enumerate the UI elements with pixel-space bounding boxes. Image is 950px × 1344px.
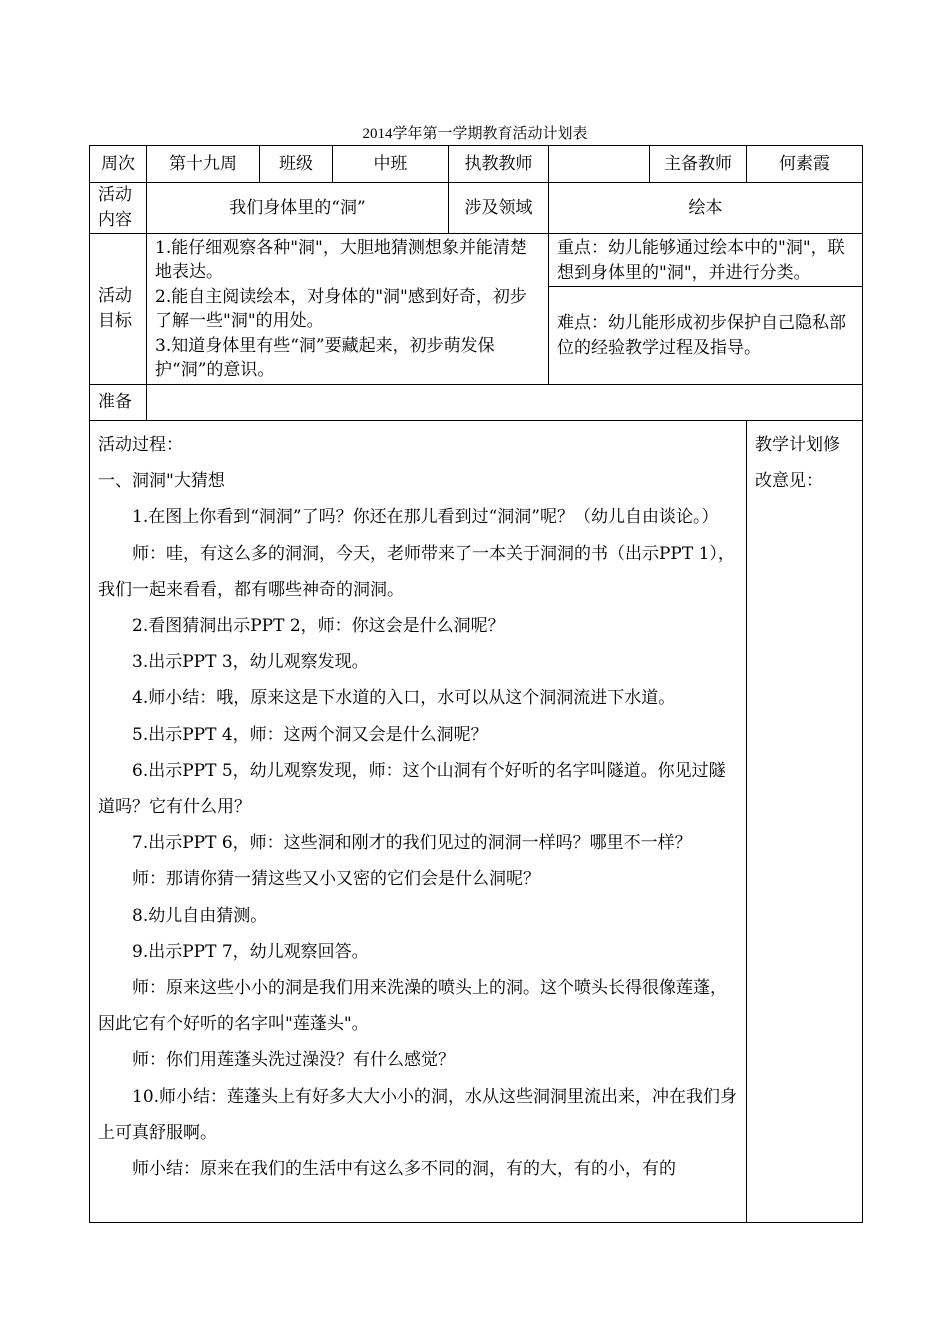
process-paragraph: 师：那请你猜一猜这些又小又密的它们会是什么洞呢？: [132, 869, 540, 890]
process-paragraph: 5.出示PPT 4，师：这两个洞又会是什么洞呢？: [132, 724, 488, 745]
week-value: 第十九周: [147, 146, 260, 183]
domain-value: 绘本: [549, 183, 863, 234]
goals-list: [147, 234, 549, 385]
process-paragraph: 师小结：原来在我们的生活中有这么多不同的洞，有的大，有的小，有的: [132, 1159, 676, 1180]
process-paragraph: 1.在图上你看到“洞洞”了吗？你还在那儿看到过“洞洞”呢？（幼儿自由谈论。）: [132, 507, 719, 528]
process-section: 一、洞洞"大猜想: [98, 471, 225, 492]
class-label: 班级: [260, 146, 333, 183]
process-paragraph: 师：哇，有这么多的洞洞，今天，老师带来了一本关于洞洞的书（出示PPT 1），我们一起来看看，都有哪些神奇的洞洞。: [98, 543, 735, 600]
goal-item: 3.知道身体里有些“洞”要藏起来，初步萌发保护“洞”的意识。: [155, 335, 495, 380]
content-row: [90, 183, 863, 234]
process-paragraph: 2.看图猜洞出示PPT 2，师：你这会是什么洞呢？: [132, 616, 505, 637]
goal-item: 2.能自主阅读绘本，对身体的"洞"感到好奇，初步了解一些"洞"的用处。: [155, 286, 527, 331]
process-heading: 活动过程：: [98, 435, 183, 455]
class-value: 中班: [333, 146, 449, 183]
process-body: [90, 421, 747, 1223]
prep-row: [90, 385, 863, 421]
process-paragraph: 4.师小结：哦，原来这是下水道的入口，水可以从这个洞洞流进下水道。: [132, 688, 676, 709]
header-row: [90, 146, 863, 183]
content-value: 我们身体里的“洞”: [147, 183, 449, 234]
lead-teacher-label: 主备教师: [650, 146, 747, 183]
teacher-value: [549, 146, 650, 183]
process-paragraph: 10.师小结：莲蓬头上有好多大大小小的洞，水从这些洞洞里流出来，冲在我们身上可真舒服啊。: [98, 1086, 738, 1143]
key-point-text: 重点：幼儿能够通过绘本中的"洞"，联想到身体里的"洞"，并进行分类。: [549, 234, 862, 287]
process-row: [90, 421, 863, 1223]
plan-table: [89, 145, 863, 1223]
goal-item: 1.能仔细观察各种"洞"，大胆地猜测想象并能清楚地表达。: [155, 237, 527, 282]
prep-value: [147, 385, 863, 421]
process-paragraph: 7.出示PPT 6，师：这些洞和刚才的我们见过的洞洞一样吗？哪里不一样？: [132, 833, 692, 854]
content-label: 活动内容: [90, 183, 147, 234]
key-points: [549, 234, 863, 385]
process-paragraph: 9.出示PPT 7，幼儿观察回答。: [132, 941, 369, 962]
domain-label: 涉及领域: [449, 183, 549, 234]
process-paragraph: 师：原来这些小小的洞是我们用来洗澡的喷头上的洞。这个喷头长得很像莲蓬，因此它有个好听的名字叫"莲蓬头"。: [98, 978, 727, 1035]
process-paragraph: 8.幼儿自由猜测。: [132, 905, 268, 926]
process-paragraph: 师：你们用莲蓬头洗过澡没？有什么感觉？: [132, 1050, 455, 1071]
prep-label: 准备: [90, 385, 147, 421]
teacher-label: 执教教师: [449, 146, 549, 183]
process-paragraph: 6.出示PPT 5，幼儿观察发现，师：这个山洞有个好听的名字叫隧道。你见过隧道吗？它有什么用？: [98, 760, 726, 818]
goals-row: [90, 234, 863, 385]
difficulty-text: 难点：幼儿能形成初步保护自己隐私部位的经验教学过程及指导。: [557, 313, 846, 358]
process-paragraph: 3.出示PPT 3，幼儿观察发现。: [132, 652, 369, 673]
revision-opinion: 教学计划修改意见：: [747, 421, 863, 1223]
page-title: 2014学年第一学期教育活动计划表: [362, 126, 588, 142]
lead-teacher-value: 何素霞: [747, 146, 863, 183]
week-label: 周次: [90, 146, 147, 183]
goals-label: 活动目标: [90, 234, 147, 385]
